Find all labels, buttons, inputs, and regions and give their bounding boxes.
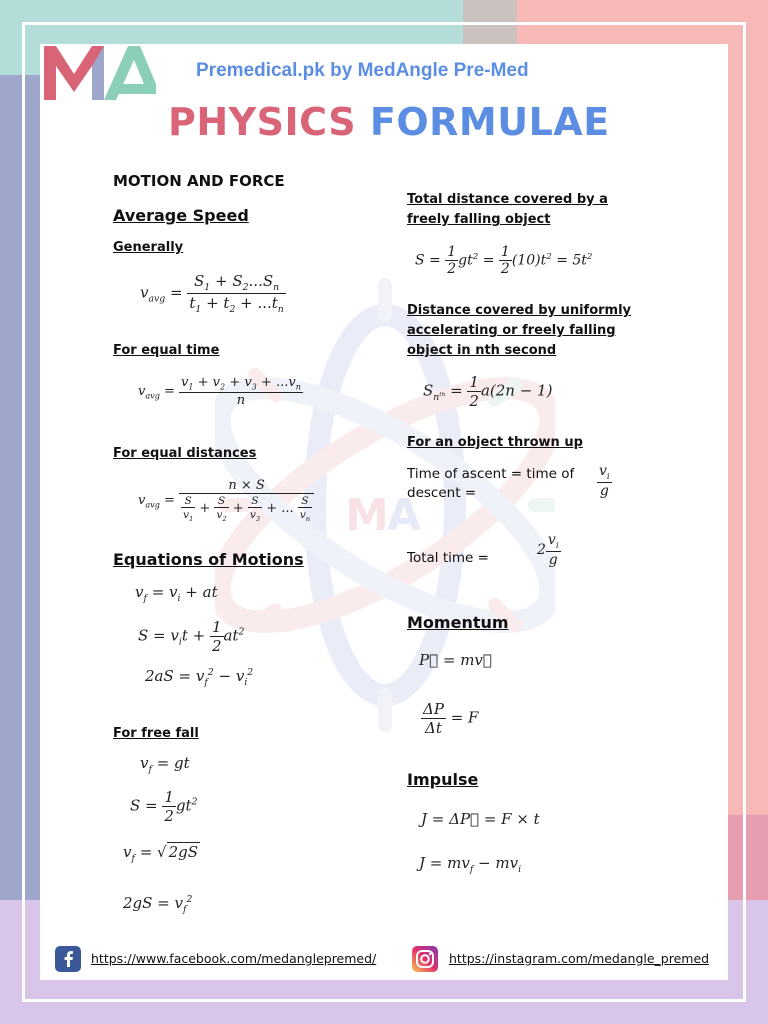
svg-text:A: A: [387, 490, 422, 541]
formula-s-half-gt2: S = $\frac{1}{2}$ $gt^2$: [130, 788, 198, 825]
heading-momentum: Momentum: [407, 613, 509, 632]
page-title: [168, 100, 610, 144]
title-word-physics: PHYSICS: [168, 100, 357, 144]
formula-avg-speed-general: $v_{avg}$ = $\frac{S_1 + S_2...S_n}{t_1 + t_2 + ...t_n}$: [140, 272, 284, 315]
formula-2as: $2aS = v_f^2 - v_i^2$: [145, 667, 254, 688]
heading-equal-distances: For equal distances: [113, 446, 257, 461]
heading-generally: Generally: [113, 240, 184, 255]
formula-s-vit: $S = v_it$ + $\frac{1}{2}$ $at^2$: [138, 618, 245, 655]
instagram-icon[interactable]: [412, 946, 438, 972]
facebook-link[interactable]: https://www.facebook.com/medanglepremed/: [91, 951, 377, 966]
formula-avg-speed-equal-time: $v_{avg}$ = $\frac{v_1 + v_2 + v_3 + ...v_n}{n}$: [138, 375, 301, 408]
facebook-icon[interactable]: [55, 946, 81, 972]
formula-vf-sqrt: $v_f$ = √ 2gS: [123, 843, 199, 864]
formula-free-fall-distance: S = $\frac{1}{2}$ $gt^2$ = $\frac{1}{2}$ $(10)t^2 = 5t^2$: [415, 244, 593, 277]
text-total-time: Total time =: [407, 550, 489, 566]
heading-equations-of-motion: Equations of Motions: [113, 550, 304, 569]
formula-nth-second: $S_{n^{th}}$ = $\frac{1}{2}$ a(2n − 1): [423, 373, 553, 410]
formula-impulse-momentum: $J = mv_f - mv_i$: [419, 854, 522, 875]
formula-vf-gt: $v_f$ = gt: [140, 754, 190, 775]
heading-free-fall: For free fall: [113, 726, 199, 741]
heading-equal-time: For equal time: [113, 343, 220, 358]
text-ascent-descent: Time of ascent = time of descent =: [407, 466, 575, 501]
instagram-link[interactable]: https://instagram.com/medangle_premed: [449, 951, 710, 966]
heading-thrown-up: For an object thrown up: [407, 435, 583, 450]
title-word-formulae: FORMULAE: [369, 100, 610, 144]
svg-text:M: M: [345, 490, 389, 541]
formula-avg-speed-equal-distance: $v_{avg}$ = n × S $\frac{S}{v_1}$ + $\frac{S}{v_2}$ + $\frac{S}{v_3}$ + ... $\frac{S}{v_n}$: [138, 478, 314, 523]
formula-total-time: 2 $\frac{v_i}{g}$: [537, 532, 559, 568]
heading-average-speed: Average Speed: [113, 206, 249, 225]
brand-line: Premedical.pk by MedAngle Pre-Med: [196, 60, 529, 81]
formula-2gs: $2gS = v_f^2$: [123, 894, 193, 915]
formula-force: $\frac{\Delta P}{\Delta t}$ = F: [423, 700, 479, 737]
heading-nth-second: Distance covered by uniformly accelerating or freely falling object in nth second: [407, 303, 632, 358]
formula-vi-over-g: $\frac{v_i}{g}$: [599, 463, 610, 499]
heading-impulse: Impulse: [407, 770, 479, 789]
medangle-logo: [44, 44, 156, 102]
section-heading: MOTION AND FORCE: [113, 172, 285, 190]
heading-total-distance: Total distance covered by a freely falling object: [407, 192, 608, 227]
formula-impulse: J = ΔP⃗ = F × t: [421, 810, 540, 828]
formula-momentum: P⃗ = mv⃗: [419, 651, 492, 669]
formula-vf-vi-at: $v_f = v_i$ + at: [135, 583, 218, 604]
